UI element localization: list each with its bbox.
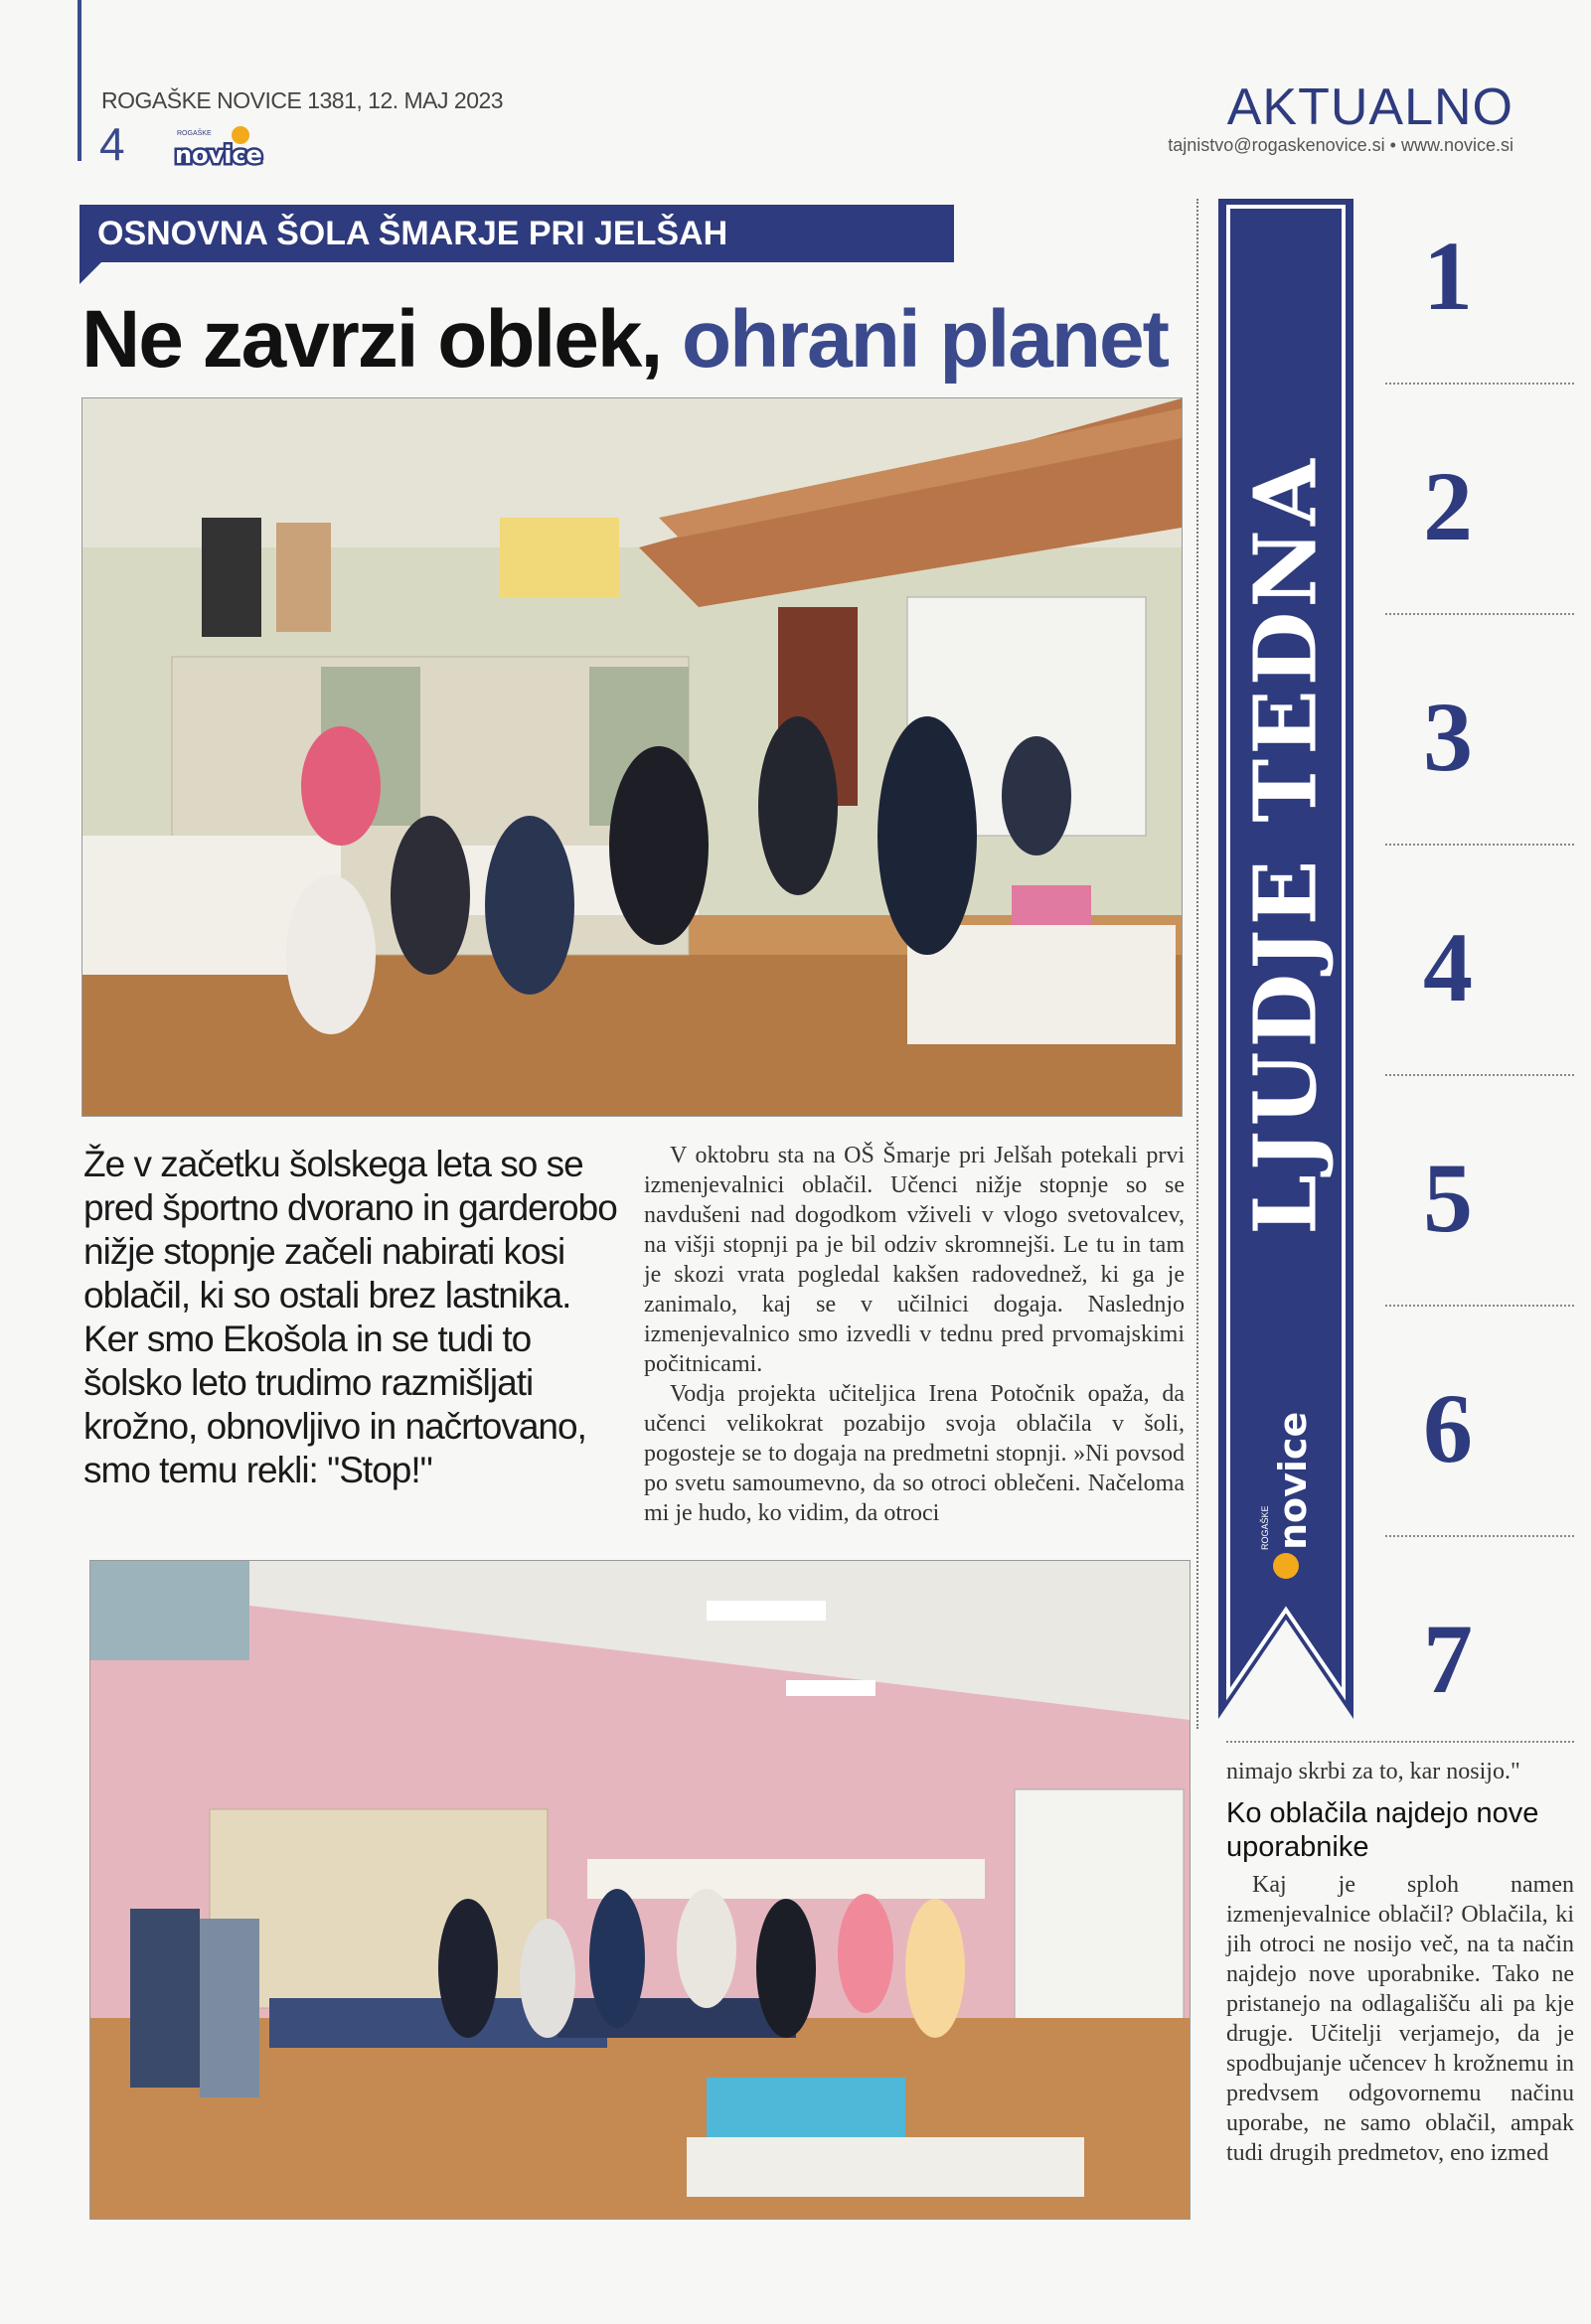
rank-divider [1385, 1074, 1574, 1076]
novice-logo [171, 125, 280, 174]
body-paragraph: Vodja projekta učiteljica Irena Potočnik opaža, da učenci velikokrat pozabijo svoja oblačila v šoli, pogosteje se to dogaja na predmetni stopnji. »Ni povsod po svetu samoumevno, da so otroci oblečeni. Načeloma mi je hudo, ko vidim, da otroci [644, 1381, 1185, 1526]
article-lead: Že v začetku šolskega leta so se pred športno dvorano in garderobo nižje stopnje začeli nabirati kosi oblačil, ki so ostali brez lastnika. Ker smo Ekošola in se tudi to šolsko leto trudimo razmišljati krožno, obnovljivo in načrtovano, smo temu rekli: "Stop!" [83, 1144, 617, 1490]
headline-part2: ohrani planet [682, 294, 1168, 385]
classroom-photo-2 [89, 1560, 1191, 2220]
rank-number: 4 [1423, 912, 1473, 1022]
svg-text:ROGAŠKE: ROGAŠKE [1260, 1505, 1270, 1550]
sidebar-bottom-divider [1226, 1741, 1574, 1743]
rank-number: 7 [1423, 1604, 1473, 1714]
banner-title: LJUDJE TEDNA [1235, 454, 1337, 1235]
column-divider [1196, 199, 1198, 1729]
rank-item [1375, 1361, 1574, 1592]
svg-text:novice: novice [1271, 1411, 1315, 1550]
rank-number: 3 [1423, 682, 1473, 792]
rank-divider [1385, 844, 1574, 846]
rank-item [1375, 1131, 1574, 1361]
svg-text:novice: novice [175, 141, 262, 169]
body-paragraph: Kaj je sploh namen izmenjevalnice oblačil? Oblačila, ki jih otroci ne nosijo več, na ta način najdejo nove uporabnike. Tako ne pristanejo na odlagališču ali pa kje drugje. Učitelji verjamejo, da je spodbujanje učencev h krožnemu in predvsem odgovornemu načinu uporabe, ne samo oblačil, ampak tudi drugih predmetov, eno izmed [1226, 1872, 1574, 2166]
rank-number: 6 [1423, 1373, 1473, 1483]
rank-divider [1385, 613, 1574, 615]
svg-text:ROGAŠKE: ROGAŠKE [177, 130, 212, 137]
headline-part1: Ne zavrzi oblek, [81, 294, 662, 385]
rank-number: 2 [1423, 451, 1473, 561]
rank-divider [1385, 1305, 1574, 1307]
contact-info: tajnistvo@rogaskenovice.si • www.novice.si [1168, 135, 1513, 155]
rank-number: 1 [1423, 221, 1473, 331]
header-rule [78, 0, 81, 161]
rank-item [1375, 900, 1574, 1131]
article-body-column-2 [1226, 1757, 1574, 2168]
page-number: 4 [99, 118, 125, 170]
rank-list [1375, 209, 1574, 1822]
rank-number: 5 [1423, 1143, 1473, 1253]
article-kicker: OSNOVNA ŠOLA ŠMARJE PRI JELŠAH [80, 205, 954, 262]
rank-divider [1385, 383, 1574, 385]
section-title: AKTUALNO [1226, 78, 1513, 136]
rank-item [1375, 670, 1574, 900]
article-subheading: Ko oblačila najdejo nove uporabnike [1226, 1797, 1539, 1863]
body-paragraph: V oktobru sta na OŠ Šmarje pri Jelšah potekali prvi izmenjevalnici oblačil. Učenci nižje stopnje so se navdušeni nad dogodkom vživeli v vlogo svetovalcev, na višji stopnji pa je bil odziv skromnejši. Le tu in tam je skozi vrata pogledal kakšen radovednež, ki ga je zanimalo, kaj se v učilnici dogaja. Naslednjo izmenjevalnico smo izvedli v tednu pred prvomajskimi počitnicami. [644, 1143, 1185, 1377]
rank-item [1375, 439, 1574, 670]
rank-divider [1385, 1535, 1574, 1537]
article-headline [81, 290, 1168, 389]
article-body-column-1 [644, 1141, 1185, 1528]
novice-banner-logo [1262, 1371, 1322, 1595]
classroom-photo-1 [81, 397, 1183, 1117]
rank-item [1375, 209, 1574, 439]
kicker-tab [80, 262, 101, 284]
publication-line: ROGAŠKE NOVICE 1381, 12. MAJ 2023 [101, 87, 504, 113]
continuation-line: nimajo skrbi za to, kar nosijo." [1226, 1759, 1520, 1784]
